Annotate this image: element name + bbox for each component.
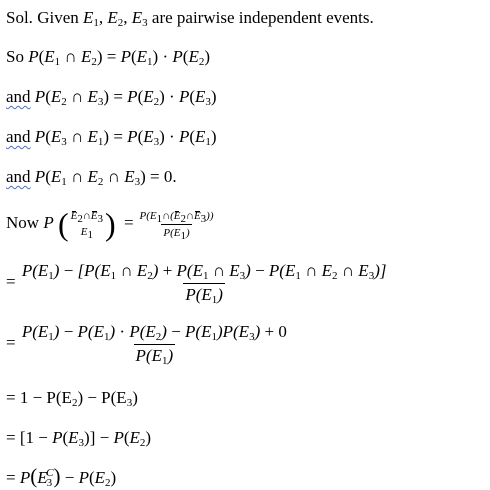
line-so: So $P(E_1$ ∩ $E_2) = P(E_1) \cdot P(E_2)$ (6, 47, 210, 68)
line-and-3: and $P(E_1$ ∩ $E_2$ ∩ $E_3) = 0$. (6, 167, 177, 188)
and-word: and (6, 87, 31, 106)
line-and-1: and $P(E_2$ ∩ $E_3) = P(E_2) \cdot P(E_3)$ (6, 87, 217, 108)
rhs-fraction: $\frac{P(E_1\cap(E_2\cap E_3))}{P(E_1)}$ (139, 209, 214, 242)
big-fraction-2: $\frac{P(E_1) - P(E_1) \cdot P(E_2) - P(E_1)P(E_3) + 0}{P(E_1)}$ (21, 322, 287, 367)
so-word: So (6, 47, 24, 66)
line-result-1: = $1 - P(E_2) - P(E_3)$ (6, 388, 138, 409)
conditional-fraction: $E_2\cap E_3$ $E_1$ (70, 210, 104, 242)
now-word: Now (6, 213, 40, 232)
line-and-2: and $P(E_3$ ∩ $E_1) = P(E_3) \cdot P(E_1)$ (6, 127, 217, 148)
line-result-2: = $[1 - P(E_3)] - P(E_2)$ (6, 428, 152, 449)
big-fraction-1: $\frac{P(E_1) - [P(E_1 \cap E_2) + P(E_1 \cap E_3) - P(E_1 \cap E_2 \cap E_3)]}{P(E_1)}$ (21, 261, 387, 306)
sol-label: Sol. (6, 8, 33, 27)
given-word: Given (37, 8, 79, 27)
and-word: and (6, 167, 31, 186)
and-word: and (6, 127, 31, 146)
line-now: Now P ( $E_2\cap E_3$ $E_1$ ) = $\frac{P(E_1\cap(E_2\cap E_3))}{P(E_1)}$ (6, 206, 214, 243)
pairwise-text: are pairwise independent events. (151, 8, 374, 27)
line-fraction-2: = $\frac{P(E_1) - P(E_1) \cdot P(E_2) - P(E_1)P(E_3) + 0}{P(E_1)}$ (6, 322, 287, 367)
line-given: Sol. Given $E_1$, $E_2$, $E_3$ are pairwise independent events. (6, 8, 374, 29)
line-fraction-1: = $\frac{P(E_1) - [P(E_1 \cap E_2) + P(E_1 \cap E_3) - P(E_1 \cap E_2 \cap E_3)]}{P(E_1)}$ (6, 261, 387, 306)
line-result-3: = $P(E_3^C) - P(E_2)$ (6, 464, 117, 489)
